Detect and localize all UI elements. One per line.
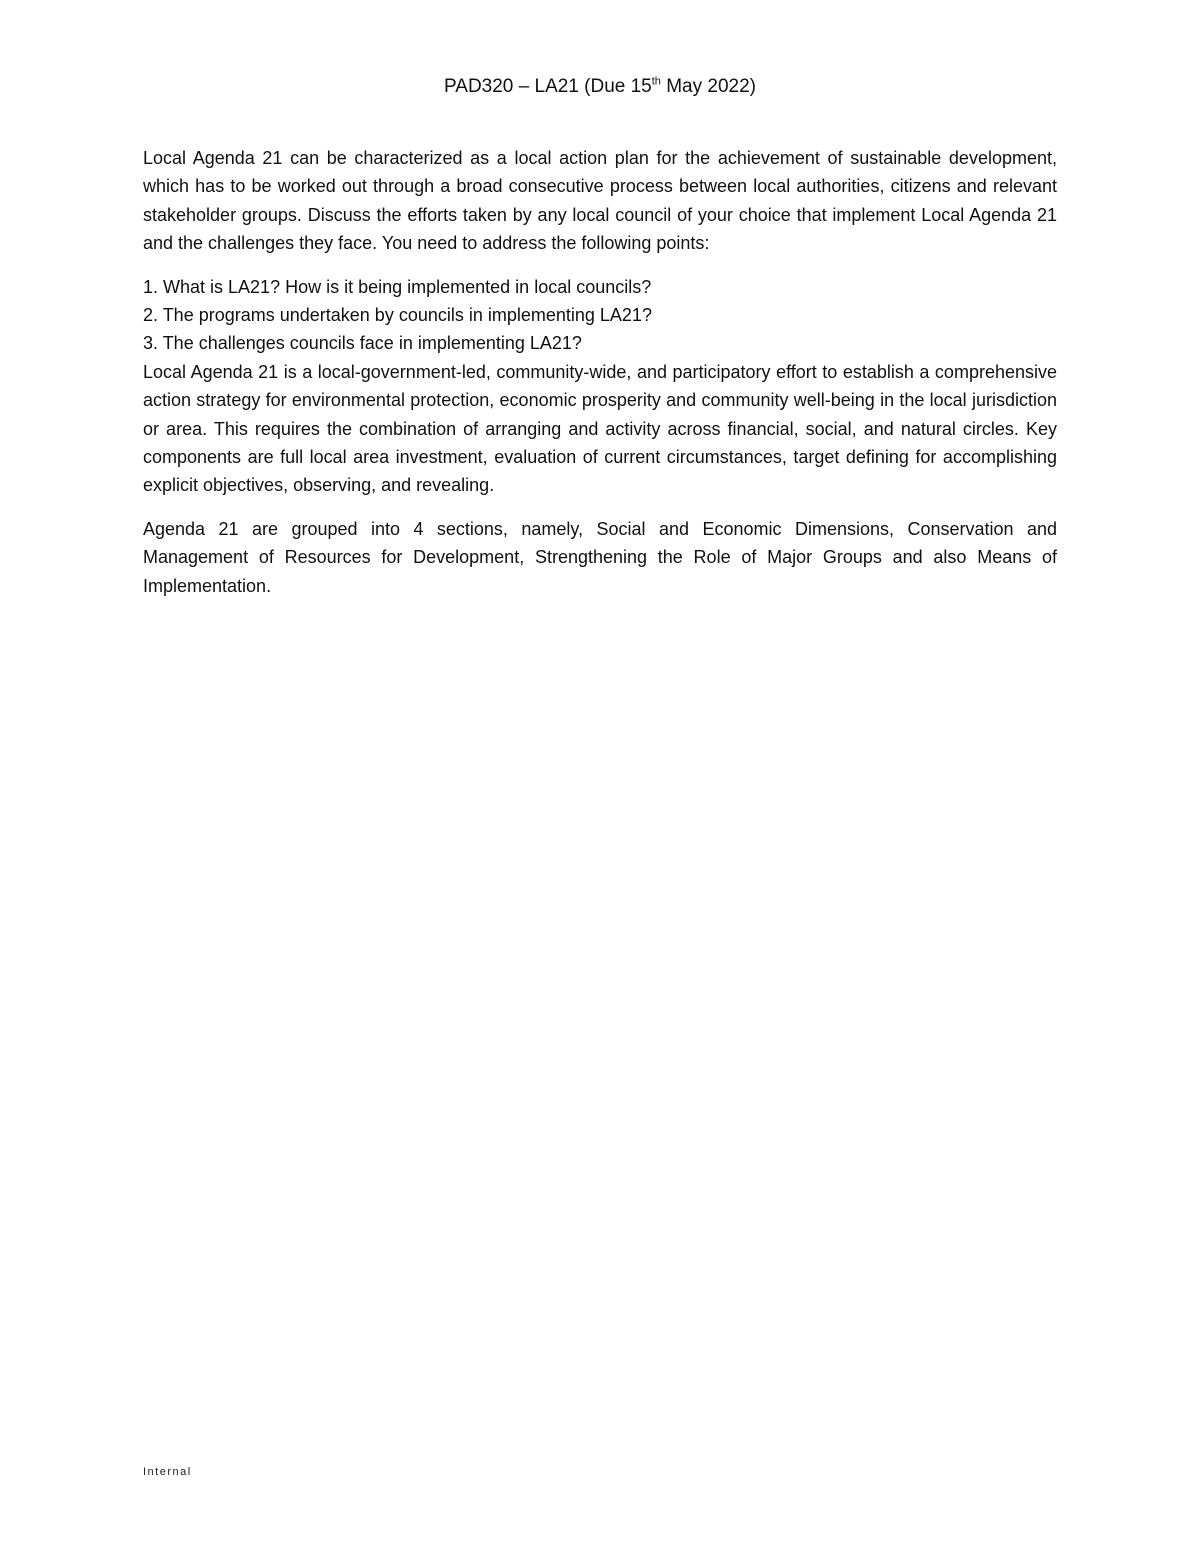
intro-paragraph: Local Agenda 21 can be characterized as a local action plan for the achievement of sustainable development, which has to be worked out through a broad consecutive process between local authorities, citizens and relevant stakeholder groups. Discuss the efforts taken by any local council of your choice that implement Local Agenda 21 and the challenges they face. You need to address the following points: [143, 148, 1057, 254]
answer-paragraph: Local Agenda 21 is a local-government-led, community-wide, and participatory effort to establish a comprehensive action strategy for environmental protection, economic prosperity and community well-being in the local jurisdiction or area. This requires the combination of arranging and activity across financial, social, and natural circles. Key components are full local area investment, evaluation of current circumstances, target defining for accomplishing explicit objectives, observing, and revealing. [143, 361, 1057, 496]
question-item: 2. The programs undertaken by councils in implementing LA21? [143, 305, 652, 326]
question-item: 1. What is LA21? How is it being implemented in local councils? [143, 276, 652, 297]
classification-label: Internal [143, 1466, 192, 1478]
answer-paragraph: Agenda 21 are grouped into 4 sections, namely, Social and Economic Dimensions, Conservation and Management of Resources for Development, Strengthening the Role of Major Groups and also Means of Implementation. [143, 518, 1057, 596]
document-title [0, 74, 1200, 100]
title-text: PAD320 – LA21 (Due 15 [444, 76, 652, 97]
document-body [143, 144, 1057, 600]
title-superscript: th [651, 75, 661, 88]
question-item: 3. The challenges councils face in implementing LA21? [143, 333, 582, 354]
title-date-suffix: May 2022) [660, 76, 756, 97]
